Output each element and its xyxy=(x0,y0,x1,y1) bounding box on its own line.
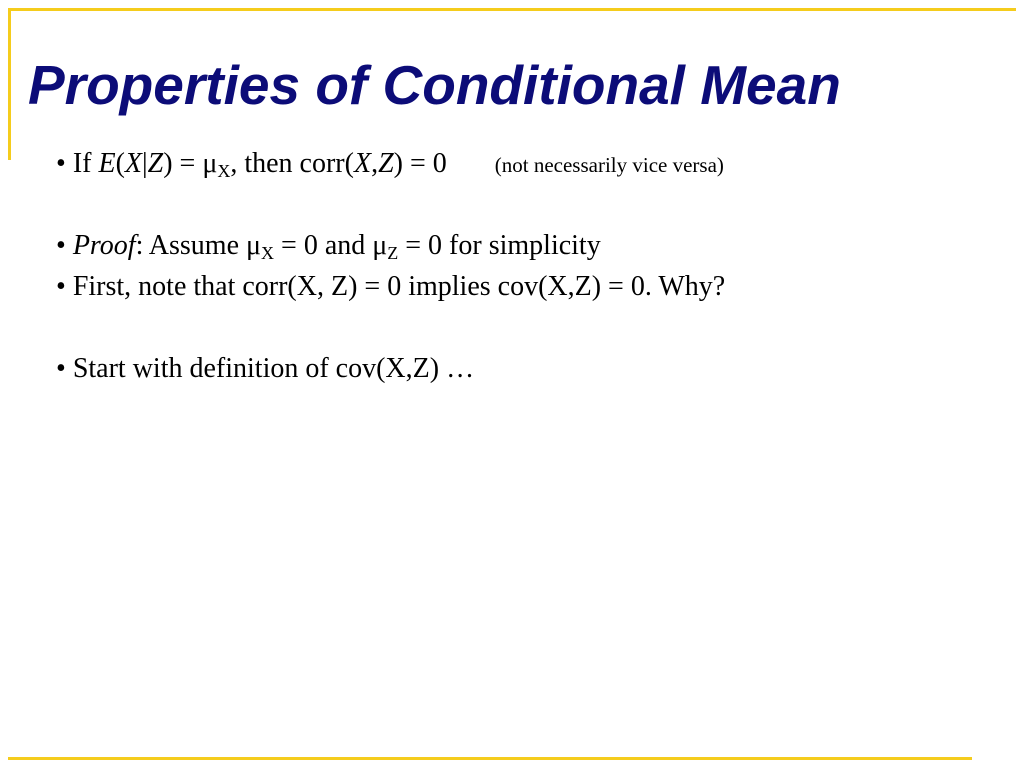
mu-subscript-x: X xyxy=(217,161,231,181)
bullet-text: , then corr( xyxy=(230,148,354,179)
variable-z: Z xyxy=(147,148,164,179)
bullet-text: First, note that corr(X, Z) = 0 implies cov(X,Z) = 0. Why? xyxy=(72,271,726,302)
variable-x: X xyxy=(353,148,372,179)
mu-subscript-x: X xyxy=(261,243,275,263)
side-note: (not necessarily vice versa) xyxy=(494,153,724,177)
bullet-text: : Assume μ xyxy=(135,230,262,261)
left-rule xyxy=(8,8,11,160)
conditional-bar: | xyxy=(142,148,148,179)
bullet-text: Start with definition of cov(X,Z) … xyxy=(72,353,475,384)
bullet-first-note xyxy=(56,270,725,304)
bottom-rule xyxy=(8,757,972,760)
bullet-proof xyxy=(56,229,601,263)
bullet-text: ) = μ xyxy=(163,148,218,179)
mu-subscript-z: Z xyxy=(387,243,399,263)
top-rule xyxy=(8,8,1016,11)
slide-title: Properties of Conditional Mean xyxy=(28,54,841,116)
bullet-text: = 0 and μ xyxy=(274,230,388,261)
bullet-marker: • xyxy=(56,230,66,261)
bullet-marker: • xyxy=(56,148,66,179)
bullet-marker: • xyxy=(56,271,66,302)
bullet-text: ( xyxy=(115,148,125,179)
bullet-text: , xyxy=(371,148,379,179)
expectation-symbol: E xyxy=(98,148,116,179)
bullet-text: If xyxy=(72,148,92,179)
bullet-marker: • xyxy=(56,353,66,384)
bullet-text: = 0 for simplicity xyxy=(398,230,601,261)
proof-label: Proof xyxy=(72,230,136,261)
variable-x: X xyxy=(124,148,143,179)
bullet-conditional-mean xyxy=(56,147,724,182)
variable-z: Z xyxy=(378,148,394,179)
bullet-start-definition xyxy=(56,352,474,386)
bullet-text: ) = 0 xyxy=(393,148,447,179)
